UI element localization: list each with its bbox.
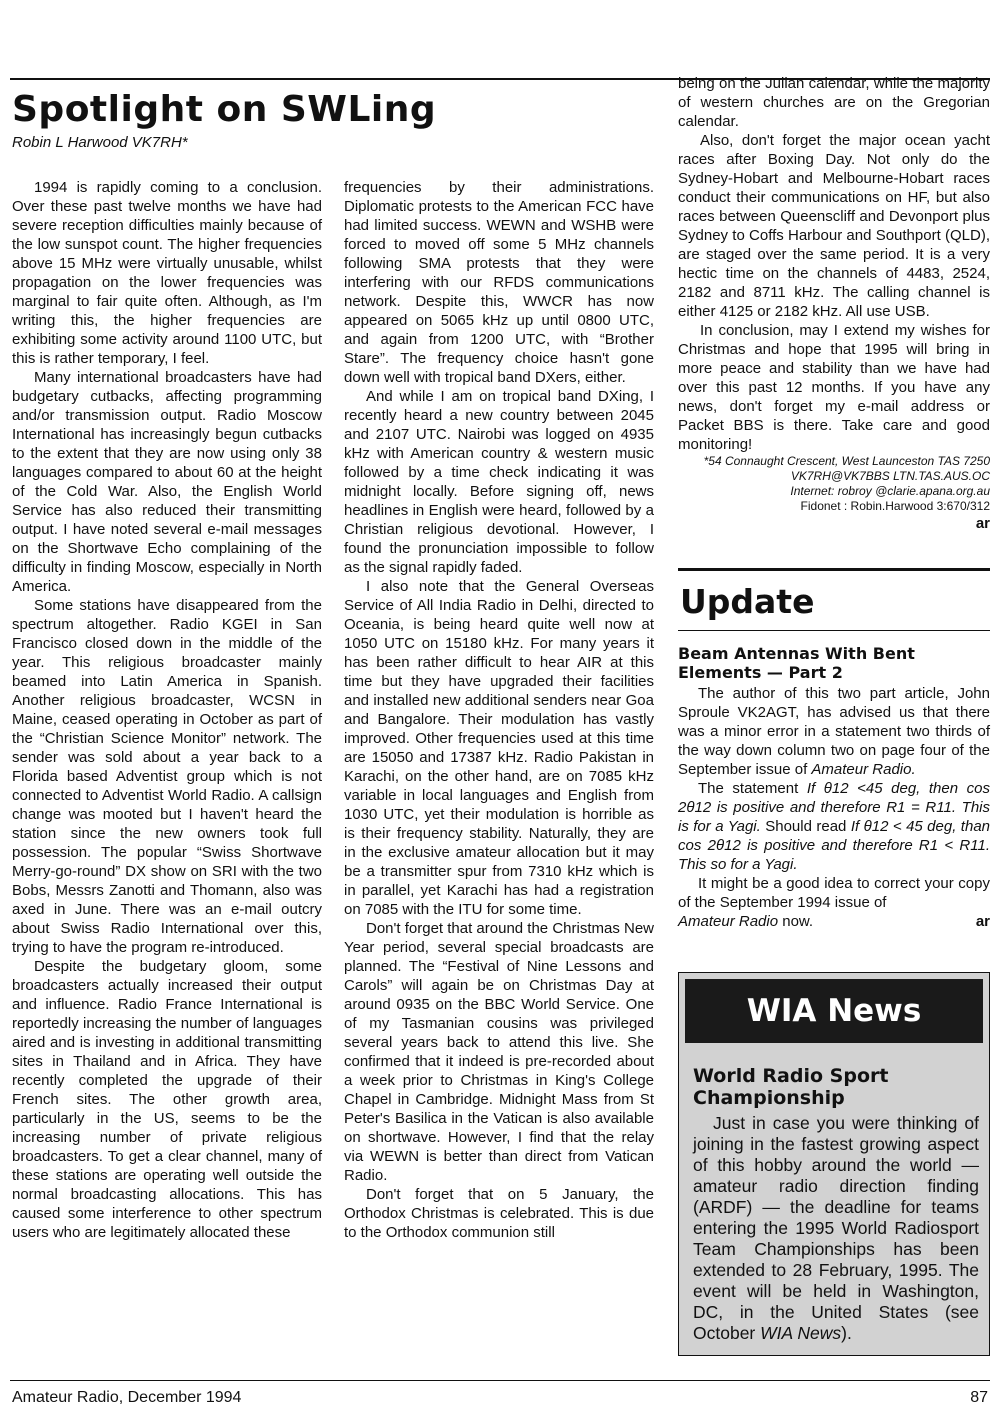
bottom-rule — [10, 1380, 990, 1381]
footer-publication: Amateur Radio, December 1994 — [12, 1389, 242, 1406]
wia-news-tail: ). — [841, 1323, 852, 1343]
paragraph: And while I am on tropical band DXing, I recently heard a new country between 2045 and 2107 UTC. Nairobi was logged on 4935 kHz with American country & western music followed by a time check indicating it was midnight locally. Before signing off, news headlines in English were heard, followed by a Christian religious devotional. However, I found the pronunciation impossible to follow as the signal rapidly faded. — [344, 388, 654, 576]
article-column-1 — [12, 178, 322, 1242]
article-column-2 — [344, 178, 654, 1242]
paragraph: Don't forget that around the Christmas New Year period, several special broadcasts are planned. The “Festival of Nine Lessons and Carols” will again be on Christmas Day at around 0935 on the BBC World Service. One of my Tasmanian cousins was privileged several years back to attend this live. She confirmed that it indeed is pre-recorded about a week prior to Christmas in King's College Chapel in Cambridge. Midnight Mass from St Peter's Basilica in the Vatican is also available on shortwave. However, I find that the relay via WEWN is better than direct from Vatican Radio. — [344, 920, 655, 1184]
paragraph: Also, don't forget the major ocean yacht races after Boxing Day. Not only do the Sydney-Hobart and Melbourne-Hobart races conduct their communications on HF, but also races between Queenscliff and Devonport plus Sydney to Coffs Harbour and Southport (QLD), are staged over the same period. It is a very hectic time on the channels of 4483, 2524, 2182 and 8711 kHz. The calling channel is either 4125 or 2182 kHz. All use USB. — [678, 132, 990, 320]
paragraph: I also note that the General Overseas Service of All India Radio in Delhi, directed to Oceania, is being heard quite well now at 1050 UTC on 15180 kHz. For many years it has been rather difficult to hear AIR at this time but they have upgraded their facilities and installed new additional senders near Goa and Bangalore. Their modulation has vastly improved. Other frequencies used at this time are 15050 and 17387 kHz. Radio Pakistan in Karachi, on the other hand, are on 7085 kHz variable in local languages and English from 1030 UTC, yet their modulation is horrible as is their frequency stability. Naturally, they are in the exclusive amateur allocation but it may be a transmitter spur from 7310 kHz which is in parallel, yet Karachi has had a registration on 7085 with the ITU for some time. — [344, 578, 654, 918]
update-divider-thin — [678, 630, 990, 631]
publication-name: WIA News — [760, 1323, 842, 1343]
update-divider — [678, 568, 990, 571]
update-title: Update — [680, 582, 815, 621]
paragraph: Many international broadcasters have had budgetary cutbacks, affecting programming and/or transmission output. Radio Moscow International has increasingly begun cutbacks to the extent that they are now using only 38 languages compared to about 60 at the height of the Cold War. Also, the English World Service has also reduced their transmitting output. I have noted several e-mail messages on the Shortwave Echo complaining of the difficulty in finding Moscow, especially in North America. — [12, 369, 322, 595]
wia-news-body: Just in case you were thinking of joining in the fastest growing aspect of this hobby around the world — amateur radio direction finding (ARDF) — the deadline for teams entering the 1995 World Radiosport Team Championships has been extended to 28 February, 1995. The event will be held in Washington, DC, in the United States (see October — [693, 1113, 979, 1343]
page-number: 87 — [970, 1389, 988, 1406]
article-title: Spotlight on SWLing — [12, 89, 437, 130]
author-address: *54 Connaught Crescent, West Launceston TAS 7250 — [703, 454, 990, 468]
paragraph: Some stations have disappeared from the spectrum altogether. Radio KGEI in San Francisco closed down in the middle of the year. This religious broadcaster mainly beamed into Latin America in Spanish. Another religious broadcaster, WCSN in Maine, ceased operating in October as part of the “Christian Science Monitor” network. The sender was sold about a year back to a Florida based Adventist group which is not connected to Adventist World Radio. A callsign change was mooted but I haven't heard the station since the new owners took full possession. The popular “Swiss Shortwave Merry-go-round” DX show on SRI with the two Bobs, Messrs Zanotti and Thomann, also was axed in June. There was an e-mail outcry about Swiss Radio International over this, trying to have the program re-introduced. — [12, 597, 322, 956]
update-paragraph — [678, 874, 990, 912]
update-paragraph — [678, 779, 990, 874]
update-text: The statement — [698, 780, 807, 797]
publication-name: Amateur Radio — [678, 913, 779, 930]
update-paragraph — [678, 684, 990, 779]
article-end-mark: ar — [975, 515, 990, 532]
paragraph: In conclusion, may I extend my wishes for Christmas and hope that 1995 will bring in more peace and stability than we have had over this past 12 months. If you have any news, don't forget my e-mail address or Packet BBS is there. Take care and good monitoring! — [678, 322, 990, 453]
update-final-line — [678, 912, 990, 931]
erroneous-statement: If θ12 <45 deg, then cos 2θ12 is positive and therefore R1 = R11. This is for a Yagi. — [678, 780, 990, 835]
publication-name: Amateur Radio. — [811, 761, 916, 778]
article-byline: Robin L Harwood VK7RH* — [12, 134, 188, 151]
author-packet-address: VK7RH@VK7BBS LTN.TAS.AUS.OC — [790, 469, 990, 483]
update-text: The author of this two part article, John Sproule VK2AGT, has advised us that there was a minor error in a statement two thirds of the way down column two on page four of the September issue of — [678, 685, 990, 778]
update-text: now. — [778, 913, 814, 930]
update-subtitle: Beam Antennas With Bent Elements — Part 2 — [678, 644, 915, 682]
update-section — [678, 644, 990, 931]
paragraph: being on the Julian calendar, while the majority of western churches are on the Gregorian calendar. — [678, 75, 990, 130]
article-column-3 — [678, 74, 990, 533]
wia-news-text — [693, 1113, 979, 1344]
paragraph: frequencies by their administrations. Diplomatic protests to the American FCC have had limited success. WEWN and WSHB were forced to moved off some 5 MHz channels following SMA protests that they were interfering with our RFDS communications network. Despite this, WWCR has now appeared on 5065 kHz up until 0800 UTC, and again from 1200 UTC, with “Brother Stare”. The frequency choice hasn't gone down well with tropical band DXers, either. — [344, 179, 654, 386]
wia-news-header: WIA News — [685, 979, 983, 1043]
paragraph: Despite the budgetary gloom, some broadcasters actually increased their output and influence. Radio France International is reportedly increasing the number of languages aired and is investing in additional transmitting sites in Thailand and in Africa. They have recently completed the upgrade of their French sites. The other growth area, particularly in the US, seems to be the increasing number of private religious broadcasters. To get a clear channel, many of these stations are operating well outside the normal broadcasting allocations. This has caused some interference to other spectrum users who are legitimately allocated these — [12, 958, 322, 1241]
paragraph: 1994 is rapidly coming to a conclusion. Over these past twelve months we have had severe reception difficulties mainly because of the low sunspot count. The higher frequencies above 15 MHz were virtually unusable, whilst propagation on the lower frequencies was marginal to fair quite often. Although, as I'm writing this, the higher frequencies are exhibiting some activity around 1100 UTC, but this is rather temporary, I feel. — [12, 179, 322, 367]
author-fidonet: Fidonet : Robin.Harwood 3:670/312 — [800, 499, 990, 513]
corrected-statement: If θ12 < 45 deg, than cos 2θ12 is positive and therefore R1 < R11. This so for a Yagi. — [678, 818, 991, 873]
wia-news-box — [678, 972, 990, 1356]
update-end-mark: ar — [975, 913, 990, 930]
update-text: It might be a good idea to correct your copy of the September 1994 issue of — [678, 875, 990, 911]
author-internet: Internet: robroy @clarie.apana.org.au — [790, 484, 990, 498]
paragraph: Don't forget that on 5 January, the Orthodox Christmas is celebrated. This is due to the Orthodox communion still — [344, 1186, 654, 1241]
wia-news-title: World Radio Sport Championship — [693, 1065, 889, 1109]
update-text: Should read — [760, 818, 851, 835]
